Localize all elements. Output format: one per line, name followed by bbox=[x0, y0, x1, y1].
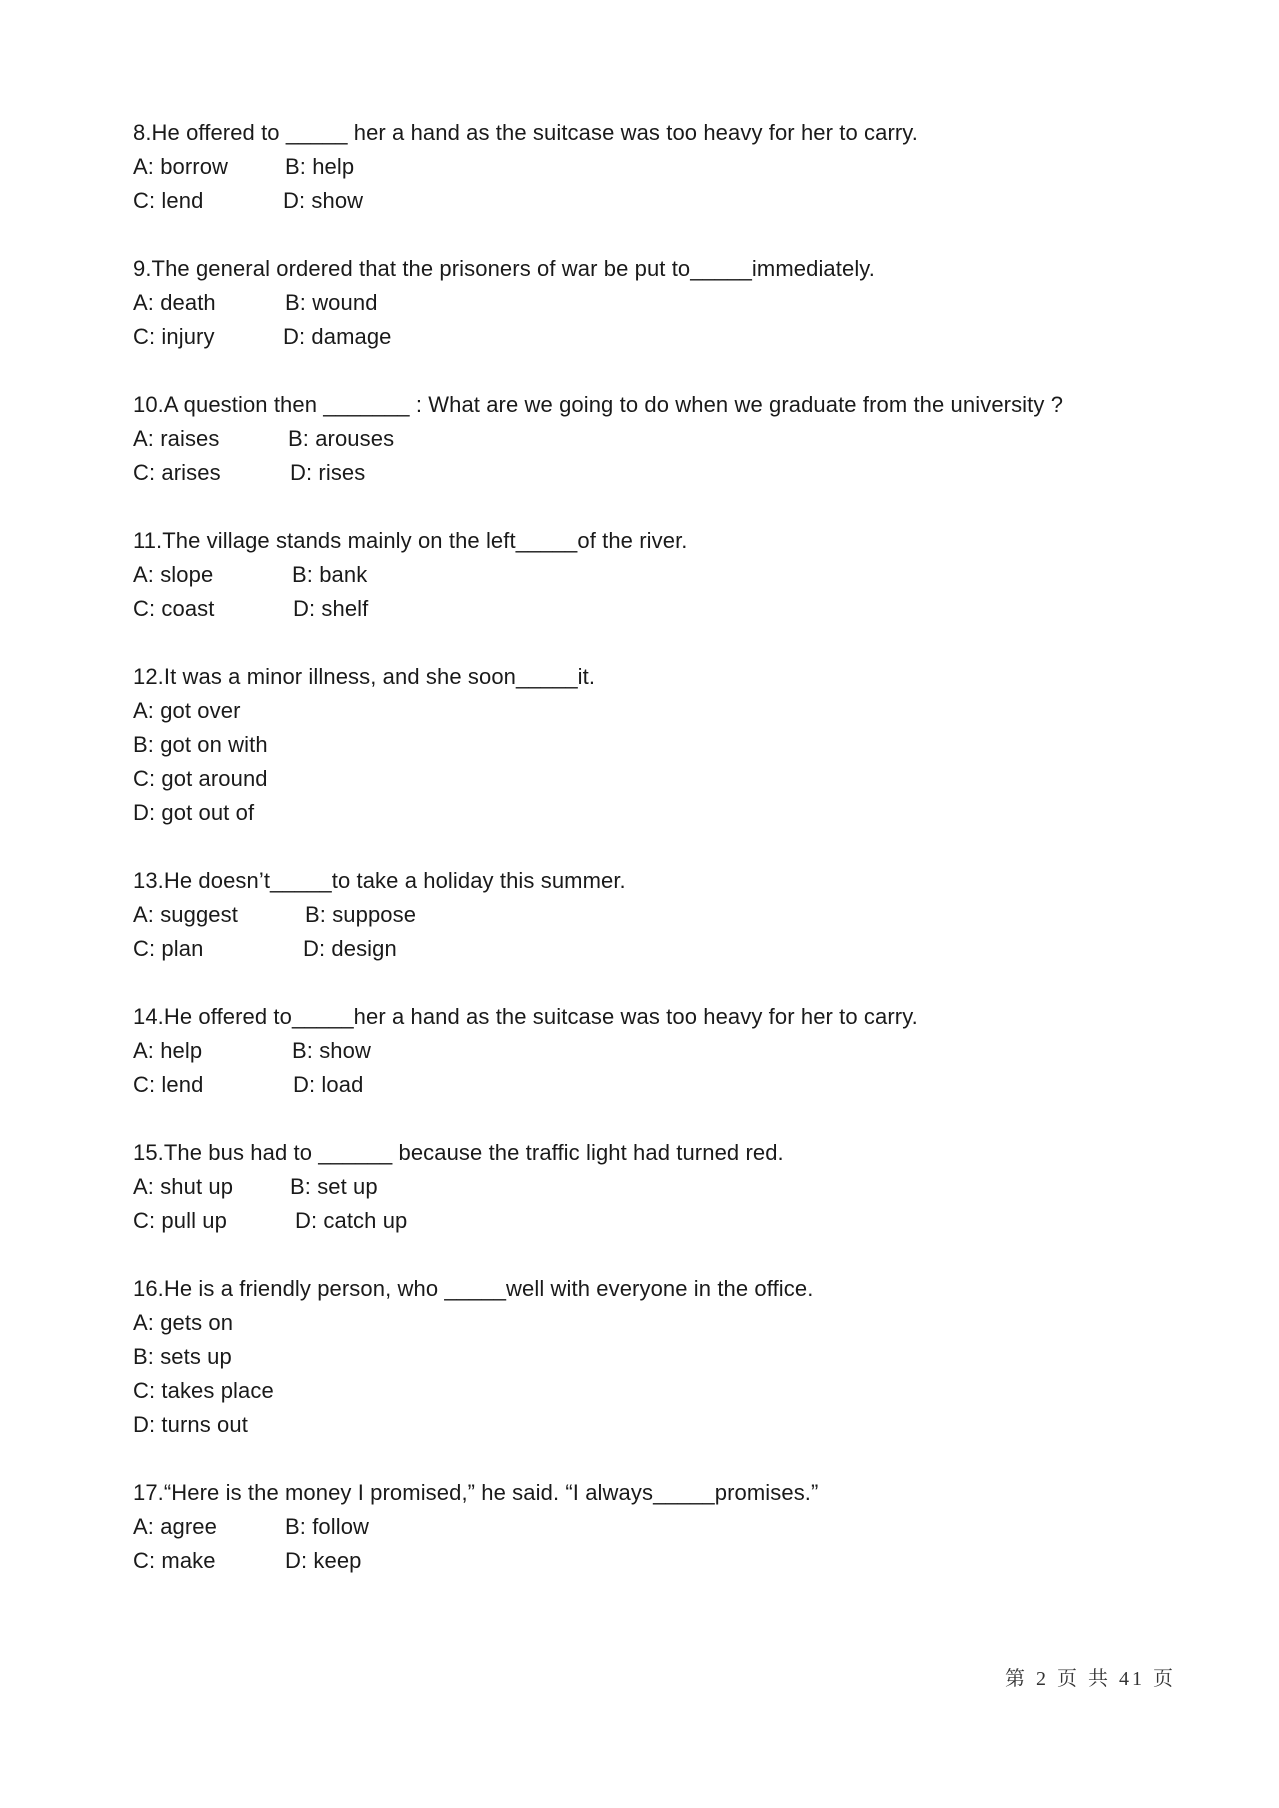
answer-option: C: make bbox=[133, 1548, 216, 1573]
question-item bbox=[133, 864, 1173, 966]
question-stem: 10.A question then _______ : What are we going to do when we graduate from the university ? bbox=[133, 392, 1064, 417]
question-stem: 16.He is a friendly person, who _____well with everyone in the office. bbox=[133, 1276, 814, 1301]
answer-option: B: arouses bbox=[288, 426, 395, 451]
page-number-footer: 第 2 页 共 41 页 bbox=[1005, 1668, 1176, 1690]
question-item bbox=[133, 388, 1173, 490]
answer-option: B: got on with bbox=[133, 732, 268, 757]
answer-option: D: keep bbox=[285, 1548, 362, 1573]
answer-option: B: bank bbox=[292, 562, 368, 587]
answer-option: A: gets on bbox=[133, 1310, 234, 1335]
option-row bbox=[133, 1510, 1173, 1544]
answer-option: A: help bbox=[133, 1038, 203, 1063]
question-item bbox=[133, 524, 1173, 626]
answer-option: D: damage bbox=[283, 324, 392, 349]
answer-option: B: help bbox=[285, 154, 355, 179]
answer-option: D: got out of bbox=[133, 800, 255, 825]
option-row bbox=[133, 898, 1173, 932]
answer-option: A: borrow bbox=[133, 154, 229, 179]
answer-option: C: pull up bbox=[133, 1208, 227, 1233]
answer-option: B: follow bbox=[285, 1514, 370, 1539]
answer-option: C: got around bbox=[133, 766, 268, 791]
question-item bbox=[133, 116, 1173, 218]
question-stem: 8.He offered to _____ her a hand as the suitcase was too heavy for her to carry. bbox=[133, 120, 918, 145]
answer-option: C: takes place bbox=[133, 1378, 274, 1403]
answer-option: C: plan bbox=[133, 936, 204, 961]
answer-option: A: got over bbox=[133, 698, 241, 723]
option-row bbox=[133, 456, 1173, 490]
answer-option: D: shelf bbox=[293, 596, 369, 621]
answer-option: A: death bbox=[133, 290, 216, 315]
question-stem: 9.The general ordered that the prisoners of war be put to_____immediately. bbox=[133, 256, 875, 281]
answer-option: D: catch up bbox=[295, 1208, 408, 1233]
answer-option: D: rises bbox=[290, 460, 366, 485]
question-stem: 15.The bus had to ______ because the traffic light had turned red. bbox=[133, 1140, 784, 1165]
answer-option: A: agree bbox=[133, 1514, 217, 1539]
answer-option: B: suppose bbox=[305, 902, 417, 927]
question-list bbox=[133, 116, 1173, 1612]
answer-option: C: arises bbox=[133, 460, 221, 485]
answer-option: A: suggest bbox=[133, 902, 238, 927]
answer-option: C: coast bbox=[133, 596, 215, 621]
answer-option: D: load bbox=[293, 1072, 364, 1097]
question-stem: 11.The village stands mainly on the left_____of the river. bbox=[133, 528, 688, 553]
question-item bbox=[133, 1000, 1173, 1102]
question-stem: 13.He doesn’t_____to take a holiday this summer. bbox=[133, 868, 626, 893]
option-row bbox=[133, 286, 1173, 320]
answer-option: A: shut up bbox=[133, 1174, 234, 1199]
option-row bbox=[133, 558, 1173, 592]
answer-option: D: design bbox=[303, 936, 397, 961]
option-row bbox=[133, 150, 1173, 184]
option-row bbox=[133, 592, 1173, 626]
question-item bbox=[133, 1136, 1173, 1238]
answer-option: D: turns out bbox=[133, 1412, 248, 1437]
question-item bbox=[133, 660, 1173, 830]
question-stem: 14.He offered to_____her a hand as the suitcase was too heavy for her to carry. bbox=[133, 1004, 918, 1029]
answer-option: B: wound bbox=[285, 290, 378, 315]
answer-option: C: injury bbox=[133, 324, 215, 349]
option-row bbox=[133, 932, 1173, 966]
answer-option: D: show bbox=[283, 188, 364, 213]
option-row bbox=[133, 1170, 1173, 1204]
question-stem: 12.It was a minor illness, and she soon_____it. bbox=[133, 664, 596, 689]
answer-option: C: lend bbox=[133, 1072, 204, 1097]
answer-option: B: sets up bbox=[133, 1344, 232, 1369]
answer-option: C: lend bbox=[133, 188, 204, 213]
question-item bbox=[133, 252, 1173, 354]
answer-option: A: slope bbox=[133, 562, 214, 587]
option-row bbox=[133, 1544, 1173, 1578]
question-stem: 17.“Here is the money I promised,” he said. “I always_____promises.” bbox=[133, 1480, 819, 1505]
question-item bbox=[133, 1272, 1173, 1442]
option-row bbox=[133, 1034, 1173, 1068]
answer-option: B: show bbox=[292, 1038, 371, 1063]
answer-option: A: raises bbox=[133, 426, 220, 451]
option-row bbox=[133, 320, 1173, 354]
option-row bbox=[133, 422, 1173, 456]
answer-option: B: set up bbox=[290, 1174, 378, 1199]
option-row bbox=[133, 1204, 1173, 1238]
option-row bbox=[133, 184, 1173, 218]
option-row bbox=[133, 1068, 1173, 1102]
question-item bbox=[133, 1476, 1173, 1578]
